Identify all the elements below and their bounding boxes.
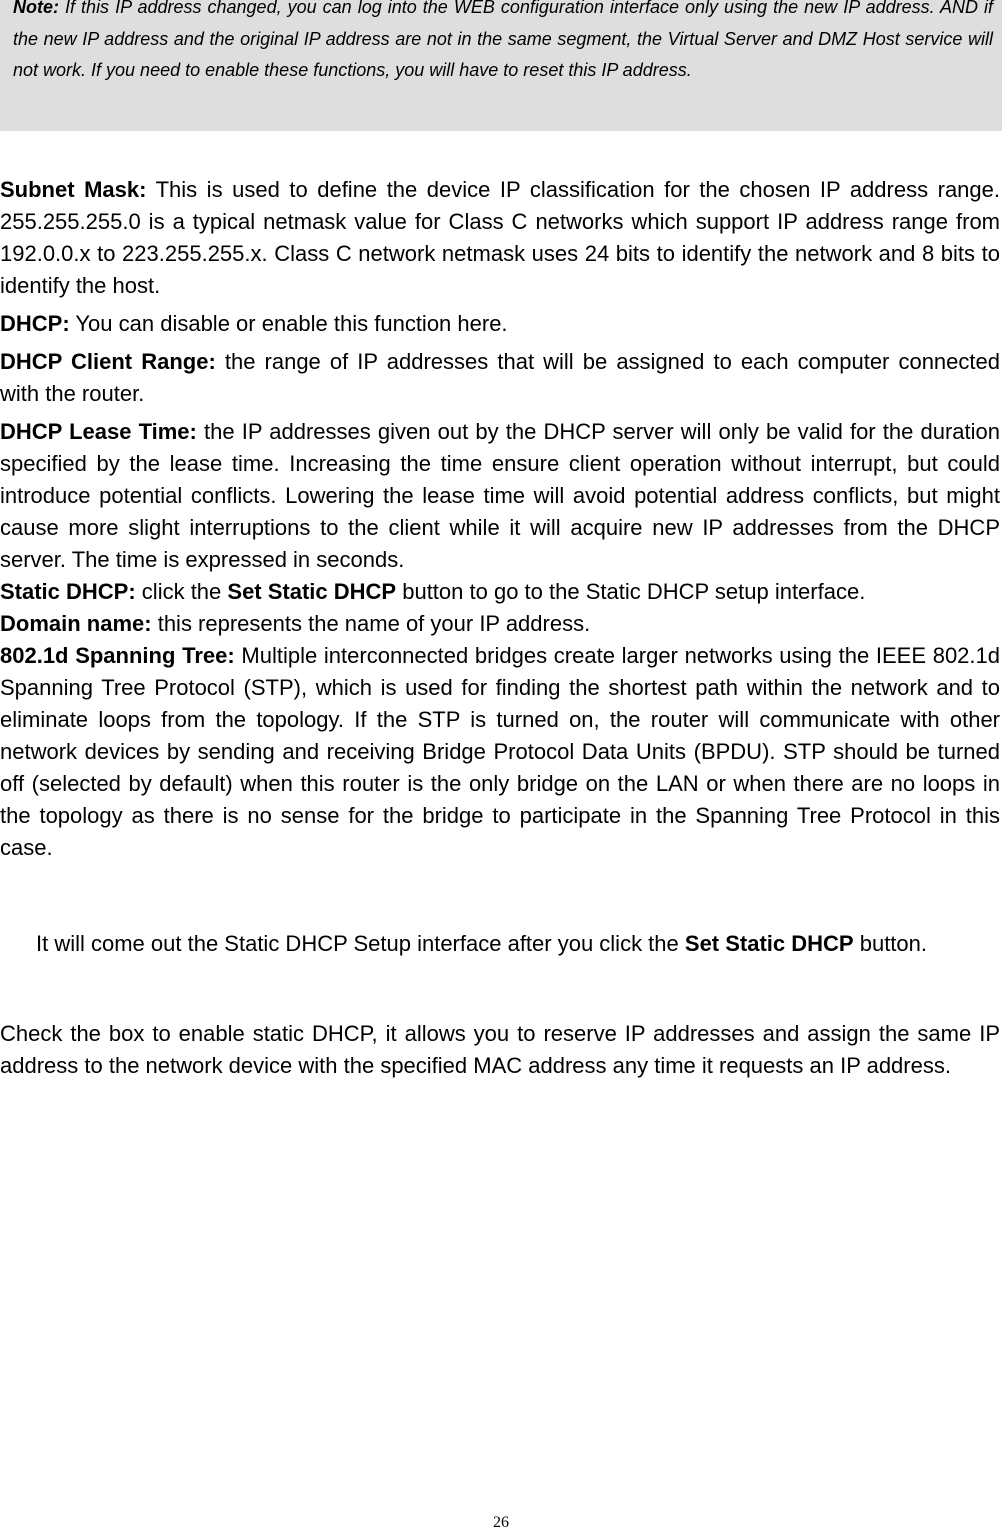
dhcp-paragraph (0, 308, 1000, 340)
static-dhcp-text-after: button to go to the Static DHCP setup interface. (396, 579, 866, 604)
spanning-tree-term: 802.1d Spanning Tree: (0, 643, 235, 668)
dhcp-client-range-term: DHCP Client Range: (0, 349, 216, 374)
static-check-text: Check the box to enable static DHCP, it allows you to reserve IP addresses and assign the same IP address to the network device with the specified MAC address any time it requests an IP address. (0, 1021, 1000, 1078)
dhcp-term: DHCP: (0, 311, 70, 336)
static-intro-text-before: It will come out the Static DHCP Setup interface after you click the (36, 931, 685, 956)
note-text: If this IP address changed, you can log into the WEB configuration interface only using the new IP address. AND if the new IP address and the original IP address are not in the same segment, the Virtual Server and DMZ Host service will not work. If you need to enable these functions, you will have to reset this IP address. (13, 0, 993, 80)
subnet-mask-text: This is used to define the device IP classification for the chosen IP address range. 255.255.255.0 is a typical netmask value for Class C networks which support IP address range from 192.0.0.x to 223.255.255.x. Class C network netmask uses 24 bits to identify the network and 8 bits to identify the host. (0, 177, 1000, 298)
dhcp-lease-time-text: the IP addresses given out by the DHCP server will only be valid for the duration specified by the lease time. Increasing the time ensure client operation without interrupt, but could introduce potential conflicts. Lowering the lease time will avoid potential address conflicts, but might cause more slight interruptions to the client while it will acquire new IP addresses from the DHCP server. The time is expressed in seconds. (0, 419, 1000, 572)
domain-name-text: this represents the name of your IP address. (151, 611, 591, 636)
static-dhcp-button-name: Set Static DHCP (227, 579, 397, 604)
static-intro-button-name: Set Static DHCP (684, 931, 854, 956)
note-paragraph (13, 0, 993, 87)
static-dhcp-paragraph (0, 576, 1000, 608)
domain-name-paragraph (0, 608, 1000, 640)
note-box (0, 0, 1002, 131)
dhcp-client-range-paragraph (0, 346, 1000, 410)
dhcp-lease-time-paragraph (0, 416, 1000, 576)
note-label: Note: (13, 0, 59, 17)
static-dhcp-term: Static DHCP: (0, 579, 136, 604)
static-dhcp-text-before: click the (135, 579, 228, 604)
static-check-paragraph (0, 1018, 1000, 1082)
page-number: 26 (493, 1514, 509, 1531)
document-body (0, 174, 1000, 1082)
spanning-tree-paragraph (0, 640, 1000, 864)
subnet-mask-paragraph (0, 174, 1000, 302)
static-intro-text-after: button. (853, 931, 927, 956)
dhcp-client-range-text: the range of IP addresses that will be assigned to each computer connected with the router. (0, 349, 1000, 406)
static-intro-paragraph (0, 928, 1000, 960)
spanning-tree-text: Multiple interconnected bridges create larger networks using the IEEE 802.1d Spanning Tree Protocol (STP), which is used for finding the shortest path within the network and to eliminate loops from the topology. If the STP is turned on, the router will communicate with other network devices by sending and receiving Bridge Protocol Data Units (BPDU). STP should be turned off (selected by default) when this router is the only bridge on the LAN or when there are no loops in the topology as there is no sense for the bridge to participate in the Spanning Tree Protocol in this case. (0, 643, 1001, 860)
dhcp-text: You can disable or enable this function here. (69, 311, 508, 336)
dhcp-lease-time-term: DHCP Lease Time: (0, 419, 197, 444)
domain-name-term: Domain name: (0, 611, 152, 636)
subnet-mask-term: Subnet Mask: (0, 177, 147, 202)
